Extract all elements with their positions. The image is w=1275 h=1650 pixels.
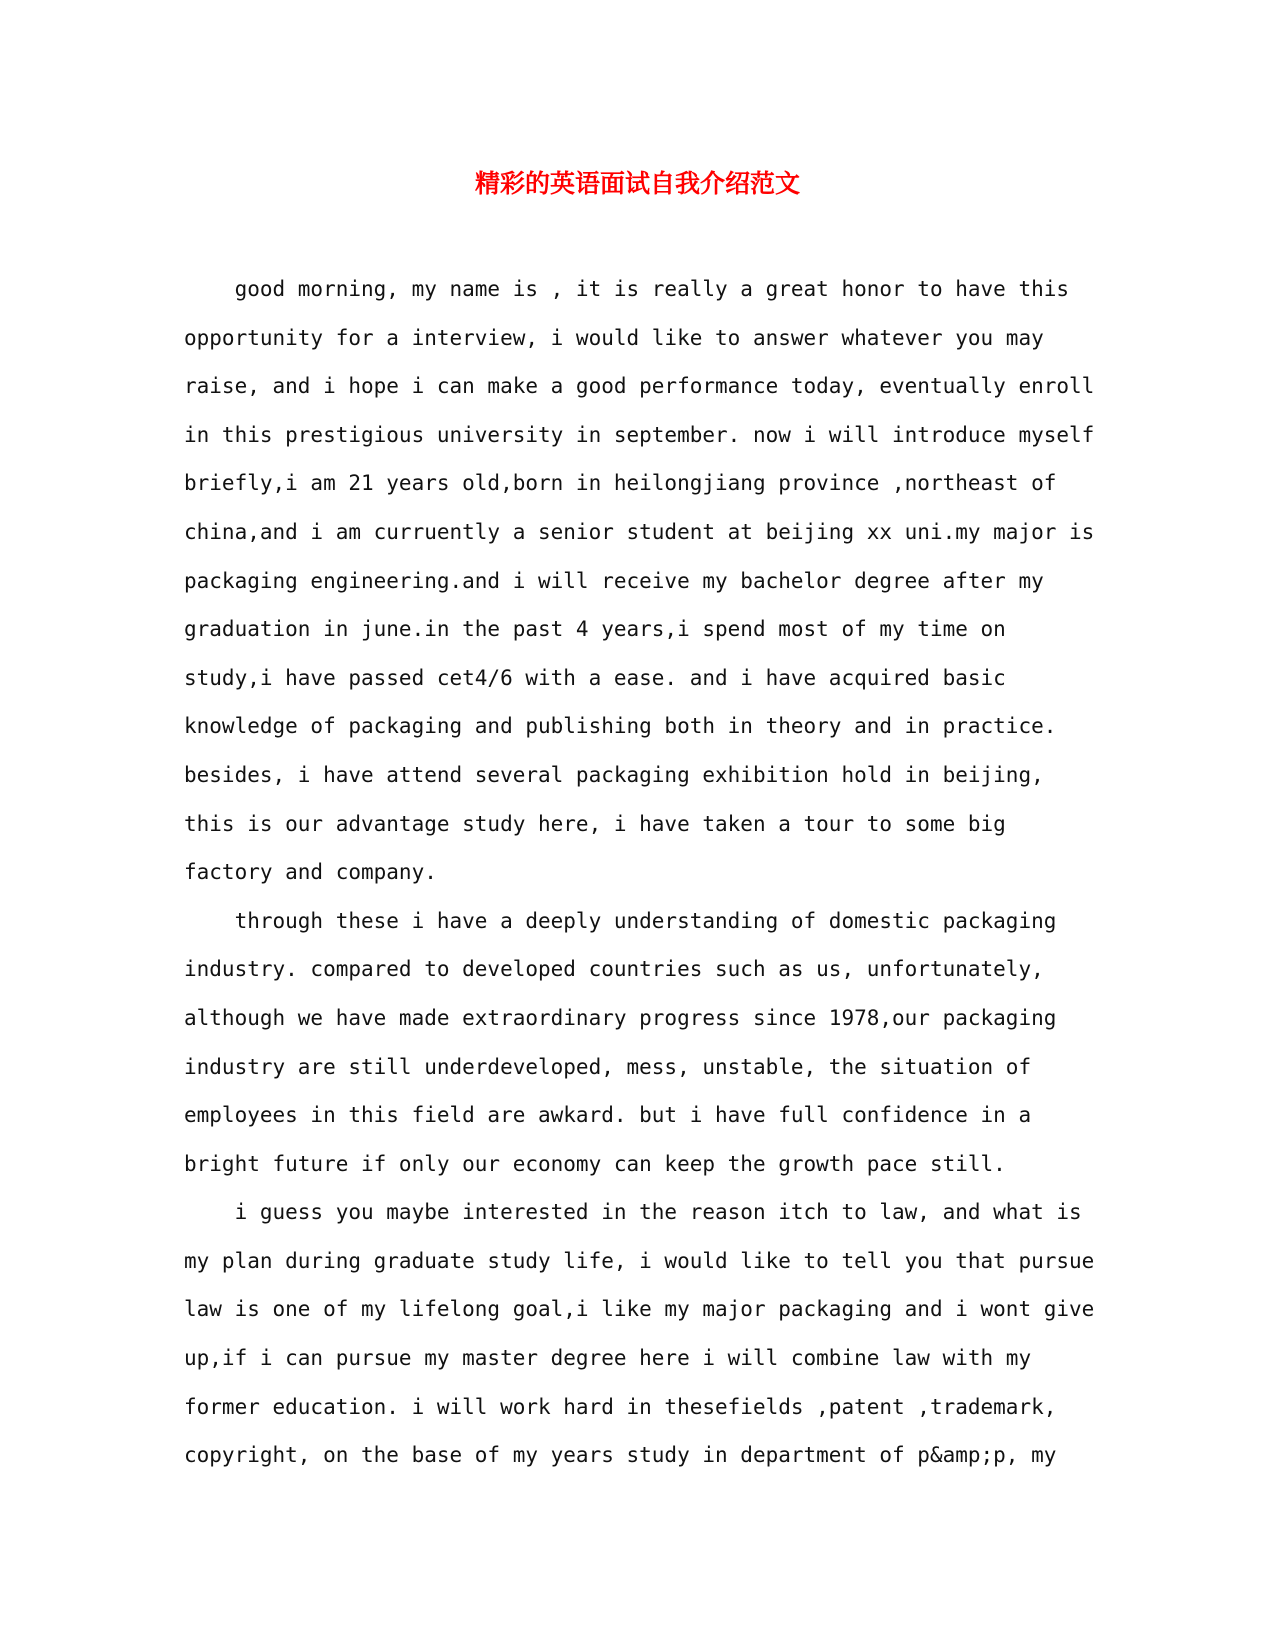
document-title: 精彩的英语面试自我介绍范文 (474, 169, 800, 198)
text-line: this is our advantage study here, i have taken a tour to some big (184, 811, 1006, 836)
text-line: industry. compared to developed countries such as us, unfortunately, (184, 957, 1044, 982)
text-line: knowledge of packaging and publishing both in theory and in practice. (184, 714, 1057, 739)
text-line: i guess you maybe interested in the reason itch to law, and what is (184, 1200, 1082, 1225)
text-line: factory and company. (184, 860, 437, 885)
text-line: graduation in june.in the past 4 years,i spend most of my time on (184, 617, 1006, 642)
document-body (184, 265, 1104, 1480)
text-line: copyright, on the base of my years study in department of p&amp;p, my (184, 1443, 1057, 1468)
text-line: law is one of my lifelong goal,i like my major packaging and i wont give (184, 1297, 1095, 1322)
text-line: former education. i will work hard in thesefields ,patent ,trademark, (184, 1394, 1057, 1419)
text-line: good morning, my name is , it is really a great honor to have this (184, 277, 1070, 301)
text-line: in this prestigious university in september. now i will introduce myself (184, 422, 1095, 447)
text-line: study,i have passed cet4/6 with a ease. and i have acquired basic (184, 665, 1006, 690)
text-line: besides, i have attend several packaging exhibition hold in beijing, (184, 762, 1044, 787)
text-line: raise, and i hope i can make a good performance today, eventually enroll (184, 374, 1095, 399)
text-line: briefly,i am 21 years old,born in heilongjiang province ,northeast of (184, 471, 1057, 496)
text-line: bright future if only our economy can keep the growth pace still. (184, 1151, 1006, 1176)
text-line: employees in this field are awkard. but i have full confidence in a (184, 1103, 1032, 1128)
text-line: my plan during graduate study life, i would like to tell you that pursue (184, 1248, 1095, 1273)
text-line: through these i have a deeply understanding of domestic packaging (184, 908, 1057, 933)
text-line: china,and i am curruently a senior student at beijing xx uni.my major is (184, 519, 1095, 544)
text-line: opportunity for a interview, i would like to answer whatever you may (184, 325, 1044, 350)
text-line: although we have made extraordinary progress since 1978,our packaging (184, 1005, 1057, 1030)
text-line: industry are still underdeveloped, mess, unstable, the situation of (184, 1054, 1032, 1079)
text-line: up,if i can pursue my master degree here i will combine law with my (184, 1346, 1032, 1371)
text-line: packaging engineering.and i will receive my bachelor degree after my (184, 568, 1044, 593)
